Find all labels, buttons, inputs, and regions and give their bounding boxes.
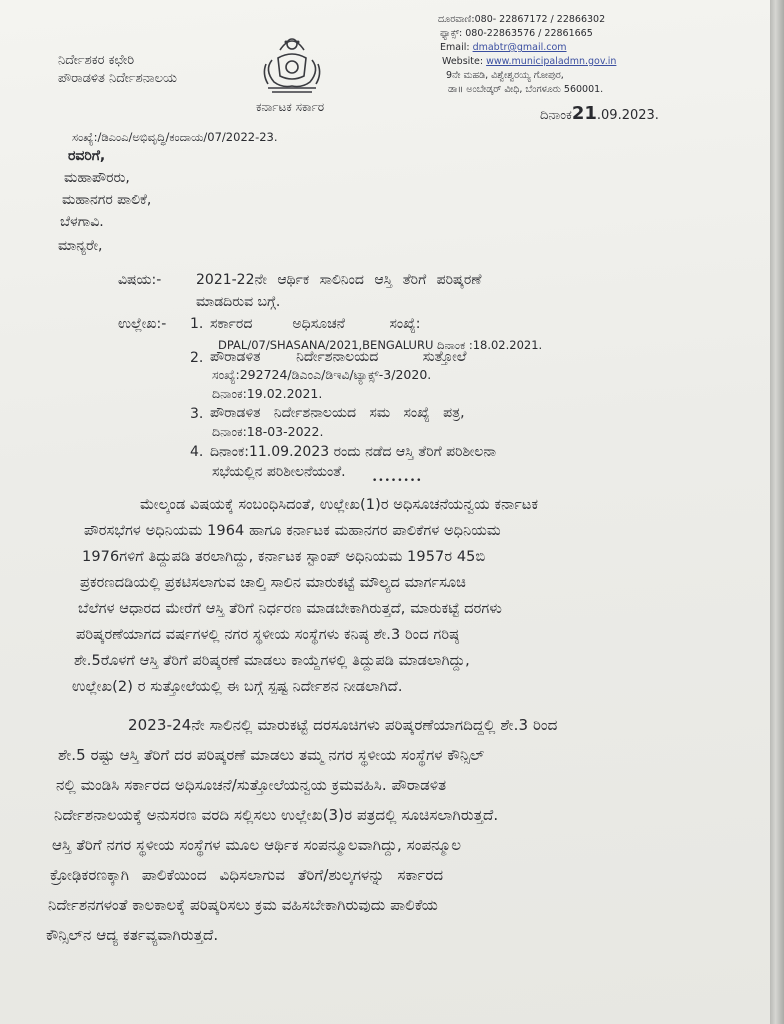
subject-line: 2021-22ನೇ ಆರ್ಥಿಕ ಸಾಲಿನಿಂದ ಆಸ್ತಿ ತೆರಿಗೆ ಪರಿಷ್ಕರಣೆ (196, 272, 482, 288)
salutation: ಮಾನ್ಯರೇ, (58, 238, 103, 254)
addressee-line: ಮಹಾನಗರ ಪಾಲಿಕೆ, (62, 192, 152, 208)
body-line: ಶೇ.5ರೊಳಗೆ ಆಸ್ತಿ ತೆರಿಗೆ ಪರಿಷ್ಕರಣೆ ಮಾಡಲು ಕಾಯ್ದೆಗಳಲ್ಲಿ ತಿದ್ದುಪಡಿ ಮಾಡಲಾಗಿದ್ದು, (74, 653, 470, 669)
letter-date (540, 103, 659, 124)
body-line: 1976ಗಳಿಗೆ ತಿದ್ದುಪಡಿ ತರಲಾಗಿದ್ದು, ಕರ್ನಾಟಕ ಸ್ಟಾಂಪ್ ಅಧಿನಿಯಮ 1957ರ 45ಬಿ (82, 549, 486, 565)
page-edge (770, 0, 784, 1024)
body-line: ನಿರ್ದೇಶನಾಲಯಕ್ಕೆ ಅನುಸರಣ ವರದಿ ಸಲ್ಲಿಸಲು ಉಲ್ಲೇಖ(3)ರ ಪತ್ರದಲ್ಲಿ ಸೂಚಿಸಲಾಗಿರುತ್ತದೆ. (54, 806, 499, 824)
subject-line: ಮಾಡದಿರುವ ಬಗ್ಗೆ. (196, 294, 281, 310)
body-line: ಪೌರಸಭೆಗಳ ಅಧಿನಿಯಮ 1964 ಹಾಗೂ ಕರ್ನಾಟಕ ಮಹಾನಗರ ಪಾಲಿಕೆಗಳ ಅಧಿನಿಯಮ (84, 523, 501, 539)
email-link[interactable]: dmabtr@gmail.com (472, 42, 567, 53)
reference-item-number: 4. (190, 444, 204, 460)
reference-item: ಪೌರಾಡಳಿತ ನಿರ್ದೇಶನಾಲಯದ ಸಮ ಸಂಖ್ಯೆ ಪತ್ರ, (210, 405, 465, 421)
body-line: ಆಸ್ತಿ ತೆರಿಗೆ ನಗರ ಸ್ಥಳೀಯ ಸಂಸ್ಥೆಗಳ ಮೂಲ ಆರ್ಥಿಕ ಸಂಪನ್ಮೂಲವಾಗಿದ್ದು, ಸಂಪನ್ಮೂಲ (52, 836, 462, 854)
body-line: ಬೆಲೆಗಳ ಆಧಾರದ ಮೇರೆಗೆ ಆಸ್ತಿ ತೆರಿಗೆ ನಿರ್ಧರಣ ಮಾಡಬೇಕಾಗಿರುತ್ತದೆ, ಮಾರುಕಟ್ಟೆ ದರಗಳು (78, 601, 502, 617)
reference-item-cont: ದಿನಾಂಕ:18-03-2022. (212, 424, 324, 439)
body-line: ಪ್ರಕರಣದಡಿಯಲ್ಲಿ ಪ್ರಕಟಿಸಲಾಗುವ ಚಾಲ್ತಿ ಸಾಲಿನ ಮಾರುಕಟ್ಟೆ ಮೌಲ್ಯದ ಮಾರ್ಗಸೂಚಿ (80, 575, 467, 591)
reference-number: ಸಂಖ್ಯೆ:/ಡಿಎಂಎ/ಅಭಿವೃದ್ಧಿ/ಕಂದಾಯ/07/2022-23. (72, 130, 278, 144)
reference-item-cont: ದಿನಾಂಕ:19.02.2021. (212, 386, 323, 401)
office-name: ನಿರ್ದೇಶಕರ ಕಛೇರಿ (58, 53, 135, 68)
email-line (440, 42, 567, 54)
separator: •••••••• (372, 476, 423, 486)
state-emblem-icon (258, 30, 326, 98)
reference-item-number: 3. (190, 406, 204, 422)
subject-label: ವಿಷಯ:- (118, 272, 162, 288)
date-rest: .09.2023. (596, 108, 659, 123)
reference-item: ದಿನಾಂಕ:11.09.2023 ರಂದು ನಡೆದ ಆಸ್ತಿ ತೆರಿಗೆ ಪರಿಶೀಲನಾ (210, 444, 497, 460)
reference-item-cont: ಸಂಖ್ಯೆ:292724/ಡಿಎಂಎ/ಡಿಇವಿ/ಟ್ಯಾಕ್ಸ್-3/2020. (212, 367, 432, 382)
body-line: ಉಲ್ಲೇಖ(2) ರ ಸುತ್ತೋಲೆಯಲ್ಲಿ ಈ ಬಗ್ಗೆ ಸ್ಪಷ್ಟ ನಿರ್ದೇಶನ ನೀಡಲಾಗಿದೆ. (72, 679, 403, 695)
references-label: ಉಲ್ಲೇಖ:- (118, 316, 167, 332)
body-line: 2023-24ನೇ ಸಾಲಿನಲ್ಲಿ ಮಾರುಕಟ್ಟೆ ದರಸೂಚಿಗಳು ಪರಿಷ್ಕರಣೆಯಾಗದಿದ್ದಲ್ಲಿ ಶೇ.3 ರಿಂದ (128, 716, 558, 734)
reference-item-number: 1. (190, 316, 204, 332)
reference-item-number: 2. (190, 350, 204, 366)
reference-item-cont: DPAL/07/SHASANA/2021,BENGALURU ದಿನಾಂಕ :18.02.2021. (218, 338, 543, 352)
address-line-2: ಡಾ॥ ಅಂಬೇಡ್ಕರ್ ವೀಧಿ, ಬೆಂಗಳೂರು 560001. (448, 84, 604, 95)
body-line: ಮೇಲ್ಕಂಡ ವಿಷಯಕ್ಕೆ ಸಂಬಂಧಿಸಿದಂತೆ, ಉಲ್ಲೇಖ(1)ರ ಅಧಿಸೂಚನೆಯನ್ವಯ ಕರ್ನಾಟಕ (140, 497, 539, 513)
body-line: ಪರಿಷ್ಕರಣೆಯಾಗದ ವರ್ಷಗಳಲ್ಲಿ ನಗರ ಸ್ಥಳೀಯ ಸಂಸ್ಥೆಗಳು ಕನಿಷ್ಠ ಶೇ.3 ರಿಂದ ಗರಿಷ್ಠ (76, 627, 460, 643)
addressee-line: ಬೆಳಗಾವಿ. (60, 214, 104, 230)
body-line: ಕ್ರೋಢಿಕರಣಕ್ಕಾಗಿ ಪಾಲಿಕೆಯಿಂದ ವಿಧಿಸಲಾಗುವ ತೆರಿಗೆ/ಶುಲ್ಕಗಳನ್ನು ಸರ್ಕಾರದ (50, 866, 444, 884)
body-line: ಕೌನ್ಸಿಲ್‌ನ ಆದ್ಯ ಕರ್ತವ್ಯವಾಗಿರುತ್ತದೆ. (46, 926, 219, 944)
website-line (442, 56, 616, 68)
reference-item: ಪೌರಾಡಳಿತ ನಿರ್ದೇಶನಾಲಯದ ಸುತ್ತೋಲೆ (210, 349, 467, 365)
address-line-1: 9ನೇ ಮಹಡಿ, ವಿಶ್ವೇಶ್ವರಯ್ಯ ಗೋಪುರ, (446, 70, 564, 81)
body-line: ನಲ್ಲಿ ಮಂಡಿಸಿ ಸರ್ಕಾರದ ಅಧಿಸೂಚನೆ/ಸುತ್ತೋಲೆಯನ್ವಯ ಕ್ರಮವಹಿಸಿ. ಪೌರಾಡಳಿತ (56, 776, 447, 794)
addressee-line: ಮಹಾಪೌರರು, (64, 170, 130, 186)
addressee-to: ರವರಿಗೆ, (68, 148, 106, 164)
date-day: 21 (571, 103, 597, 124)
body-line: ಶೇ.5 ರಷ್ಟು ಆಸ್ತಿ ತೆರಿಗೆ ದರ ಪರಿಷ್ಕರಣೆ ಮಾಡಲು ತಮ್ಮ ನಗರ ಸ್ಥಳೀಯ ಸಂಸ್ಥೆಗಳ ಕೌನ್ಸಿಲ್ (58, 746, 485, 764)
date-label: ದಿನಾಂಕ (540, 108, 572, 123)
department-name: ಪೌರಾಡಳಿತ ನಿರ್ದೇಶನಾಲಯ (58, 71, 177, 86)
emblem-caption: ಕರ್ನಾಟಕ ಸರ್ಕಾರ (256, 100, 325, 114)
website-label: Website: (442, 56, 487, 67)
phone-line: ದೂರವಾಣಿ:080- 22867172 / 22866302 (438, 14, 606, 25)
website-link[interactable]: www.municipaladmn.gov.in (486, 56, 617, 67)
fax-line: ಫ್ಯಾಕ್ಸ್: 080-22863576 / 22861665 (440, 28, 593, 39)
reference-item: ಸರ್ಕಾರದ ಅಧಿಸೂಚನೆ ಸಂಖ್ಯೆ: (210, 316, 421, 332)
email-label: Email: (440, 42, 473, 53)
reference-item-cont: ಸಭೆಯಲ್ಲಿನ ಪರಿಶೀಲನೆಯಂತೆ. (212, 464, 346, 480)
body-line: ನಿರ್ದೇಶನಗಳಂತೆ ಕಾಲಕಾಲಕ್ಕೆ ಪರಿಷ್ಕರಿಸಲು ಕ್ರಮ ವಹಿಸಬೇಕಾಗಿರುವುದು ಪಾಲಿಕೆಯ (48, 896, 438, 914)
